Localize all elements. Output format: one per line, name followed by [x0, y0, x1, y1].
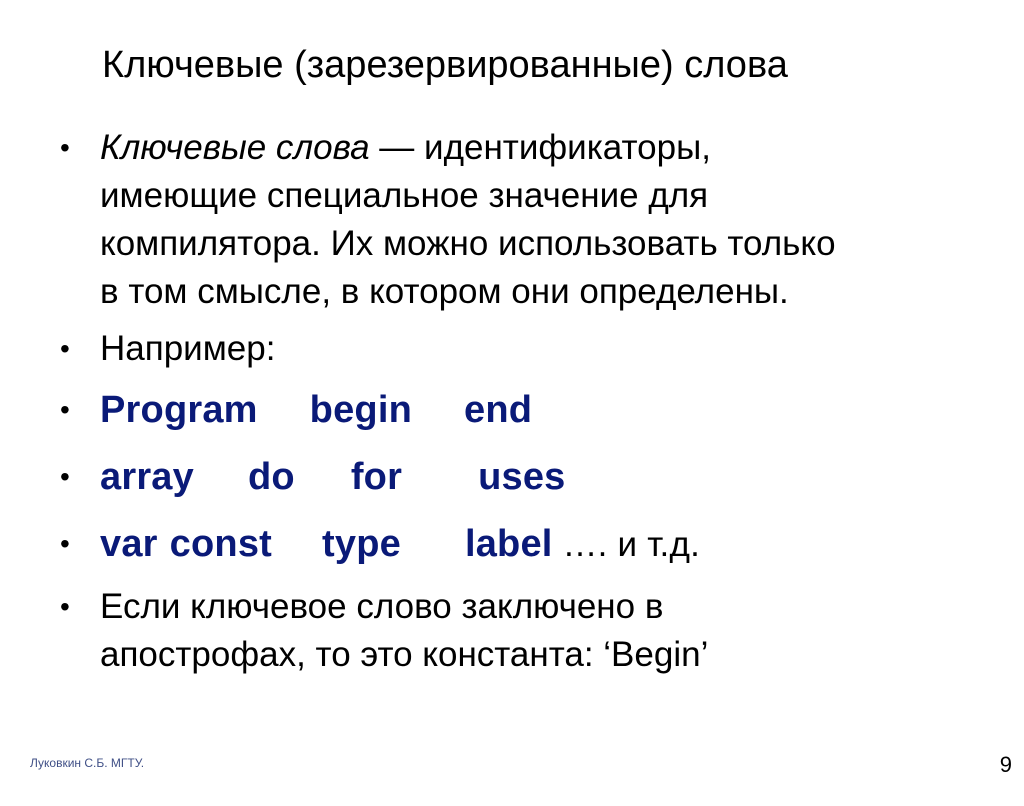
example-label: Например:: [100, 329, 276, 368]
bullet-marker: •: [60, 591, 70, 622]
keyword: array: [100, 456, 194, 498]
definition-line-2: имеющие специальное значение для: [100, 176, 709, 215]
slide-title: Ключевые (зарезервированные) слова: [102, 44, 788, 86]
definition-line-4: в том смысле, в котором они определены.: [100, 272, 789, 311]
definition-line-3: компилятора. Их можно использовать только: [100, 224, 836, 263]
keyword: end: [464, 389, 533, 431]
keyword-row-3: [100, 520, 980, 569]
keyword: var: [100, 523, 158, 565]
keyword: const: [169, 523, 273, 565]
definition-line-1: — идентификаторы,: [369, 128, 711, 167]
keyword: for: [350, 456, 403, 498]
bullet-marker: •: [60, 132, 70, 163]
keyword-term: Ключевые слова: [100, 128, 370, 167]
keyword-row-1: [100, 386, 980, 434]
keyword: begin: [309, 389, 412, 431]
etc-suffix: …. и т.д.: [552, 525, 701, 564]
keyword: Program: [100, 389, 258, 431]
apostrophe-line-1: Если ключевое слово заключено в: [100, 587, 664, 626]
bullet-marker: •: [60, 394, 70, 425]
keyword: uses: [478, 456, 566, 498]
bullet-marker: •: [60, 528, 70, 559]
keyword: type: [322, 523, 401, 565]
bullet-marker: •: [60, 333, 70, 364]
bullet-text-line-1: [100, 124, 980, 172]
keyword: do: [247, 456, 295, 498]
keyword: label: [464, 523, 553, 565]
footer-author: Луковкин С.Б. МГТУ.: [30, 756, 145, 770]
page-number: 9: [999, 752, 1012, 777]
apostrophe-line-2: апострофах, то это константа: ‘Begin’: [100, 635, 709, 674]
keyword-row-2: [100, 453, 980, 501]
bullet-marker: •: [60, 461, 70, 492]
